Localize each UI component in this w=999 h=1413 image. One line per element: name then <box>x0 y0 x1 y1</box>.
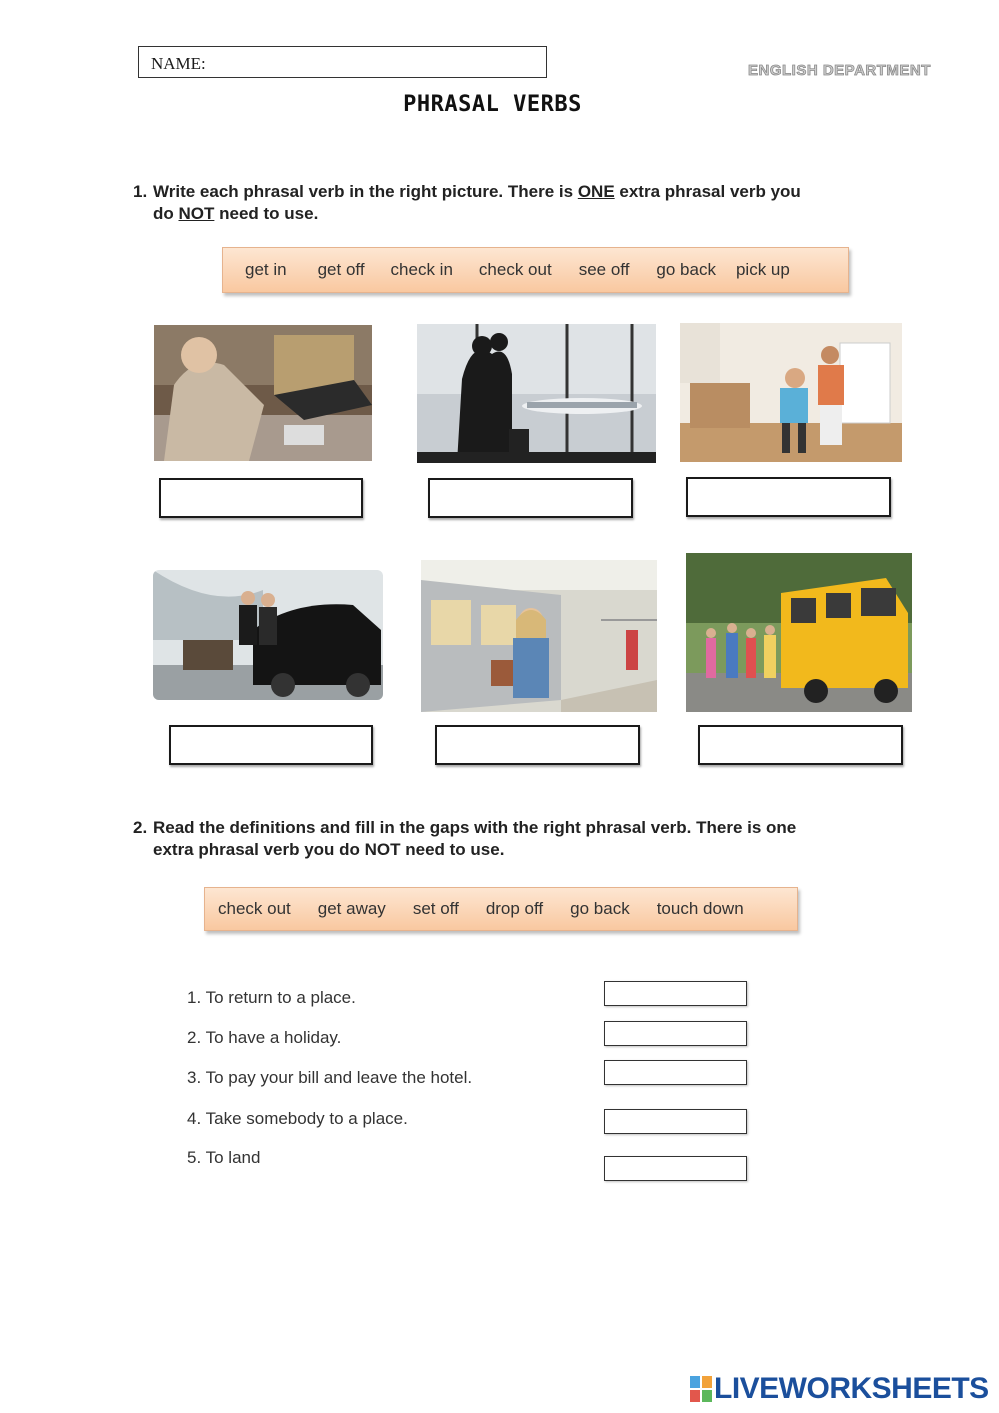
page-title: PHRASAL VERBS <box>403 92 582 117</box>
word-bank-2 <box>204 887 798 931</box>
answer-box-definition-1[interactable] <box>604 981 747 1006</box>
school-bus-photo <box>686 553 912 712</box>
department-label: ENGLISH DEPARTMENT <box>748 62 931 79</box>
word-bank-item: touch down <box>656 899 744 918</box>
instruction-text: need to use. <box>214 204 319 223</box>
definition-number: 5. <box>187 1148 202 1167</box>
exercise-2-number: 2. <box>133 818 148 837</box>
definition-text: Take somebody to a place. <box>205 1109 408 1128</box>
emphasis-not: NOT <box>178 204 215 223</box>
answer-box-definition-4[interactable] <box>604 1109 747 1134</box>
word-bank-item: get off <box>317 260 365 279</box>
definition-3 <box>187 1068 472 1088</box>
word-bank-1 <box>222 247 849 293</box>
word-bank-item: drop off <box>485 899 544 918</box>
liveworksheets-logo-icon <box>690 1376 712 1402</box>
emphasis-one: ONE <box>577 182 615 201</box>
exercise-1-instructions <box>133 181 903 225</box>
instruction-text: extra phrasal verb you do NOT need to use. <box>153 840 505 859</box>
exercise-1-number: 1. <box>133 182 148 201</box>
definition-text: To have a holiday. <box>205 1028 342 1047</box>
definition-2 <box>187 1028 341 1048</box>
liveworksheets-logo <box>690 1372 989 1406</box>
answer-box-picture-3[interactable] <box>686 477 891 517</box>
answer-box-picture-5[interactable] <box>435 725 640 765</box>
word-bank-item: check in <box>390 260 453 279</box>
instruction-text: Write each phrasal verb in the right picture. There is <box>153 182 578 201</box>
word-bank-item: check out <box>218 899 291 918</box>
answer-box-definition-5[interactable] <box>604 1156 747 1181</box>
definition-text: To land <box>205 1148 261 1167</box>
word-bank-item: go back <box>570 899 630 918</box>
word-bank-item: see off <box>578 260 630 279</box>
chauffeur-car-photo <box>153 570 383 700</box>
definition-number: 3. <box>187 1068 202 1087</box>
word-bank-item: get away <box>317 899 386 918</box>
word-bank-item: set off <box>412 899 459 918</box>
instruction-text: extra phrasal verb you <box>614 182 801 201</box>
definition-number: 2. <box>187 1028 202 1047</box>
answer-box-definition-3[interactable] <box>604 1060 747 1085</box>
answer-box-definition-2[interactable] <box>604 1021 747 1046</box>
definition-number: 4. <box>187 1109 202 1128</box>
brand-name: LIVEWORKSHEETS <box>714 1372 989 1405</box>
definition-number: 1. <box>187 988 202 1007</box>
word-bank-item: go back <box>656 260 716 279</box>
definition-text: To return to a place. <box>205 988 356 1007</box>
airport-farewell-photo <box>417 324 656 463</box>
definition-4 <box>187 1109 408 1129</box>
exercise-2-instructions <box>133 817 913 861</box>
word-bank-item: pick up <box>735 260 790 279</box>
instruction-text: do <box>153 204 179 223</box>
answer-box-picture-6[interactable] <box>698 725 903 765</box>
definition-1 <box>187 988 356 1008</box>
answer-box-picture-4[interactable] <box>169 725 373 765</box>
word-bank-item: check out <box>478 260 552 279</box>
word-bank-item: get in <box>245 260 287 279</box>
name-field[interactable] <box>138 46 547 78</box>
answer-box-picture-2[interactable] <box>428 478 633 518</box>
hotel-reception-photo <box>154 325 372 461</box>
name-label: NAME: <box>151 54 206 73</box>
family-returning-home-photo <box>680 323 902 462</box>
instruction-text: Read the definitions and fill in the gaps with the right phrasal verb. There is one <box>153 818 797 837</box>
answer-box-picture-1[interactable] <box>159 478 363 518</box>
train-platform-photo <box>421 560 657 712</box>
definition-5 <box>187 1148 260 1168</box>
definition-text: To pay your bill and leave the hotel. <box>205 1068 473 1087</box>
